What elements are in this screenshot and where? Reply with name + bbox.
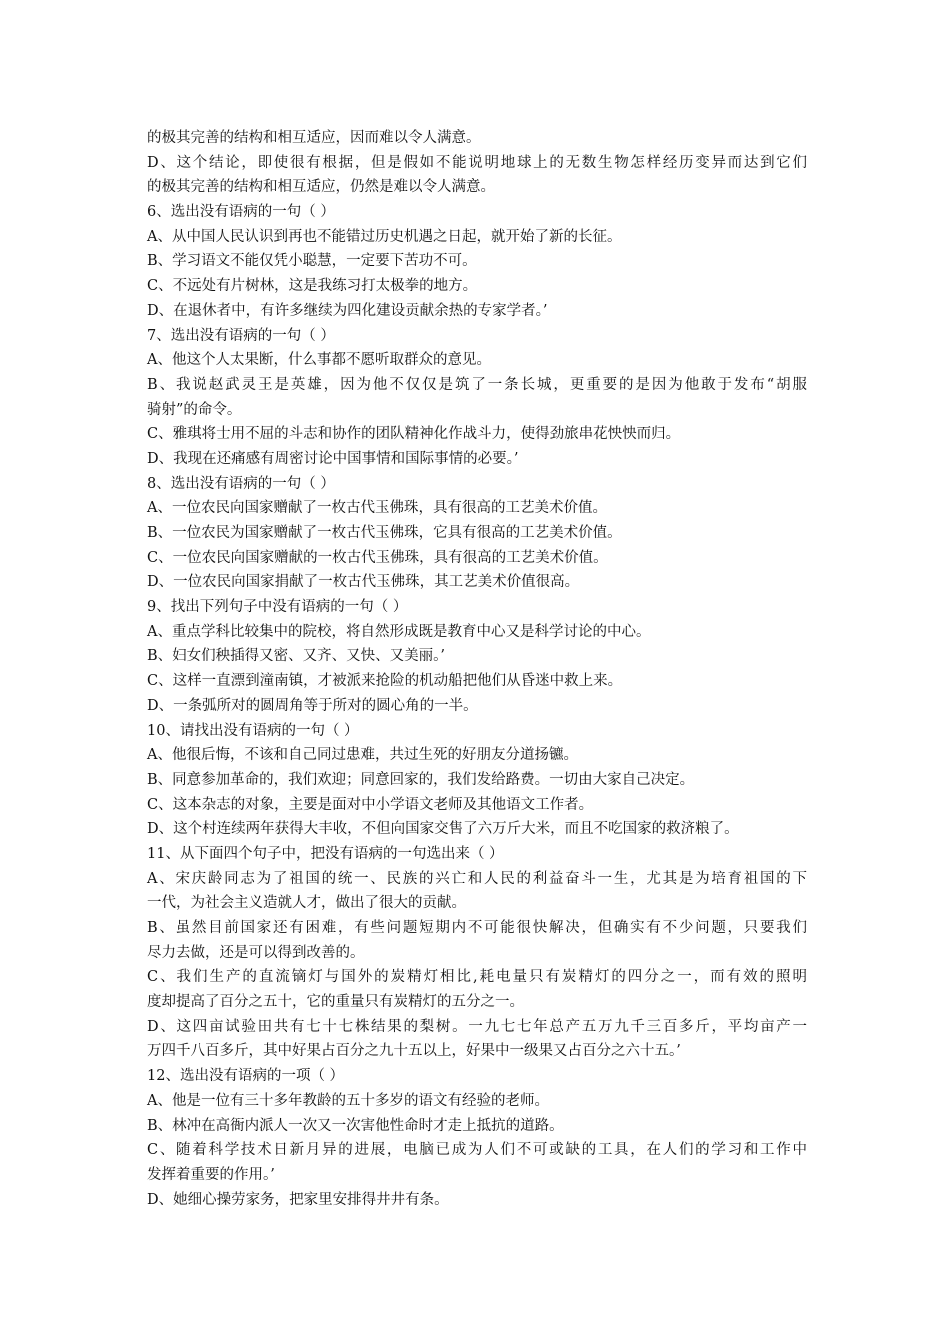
answer-option: D、我现在还痛感有周密讨论中国事情和国际事情的必要。’ <box>147 450 519 467</box>
answer-option: A、从中国人民认识到再也不能错过历史机遇之日起，就开始了新的长征。 <box>147 228 622 245</box>
text-line: 度却提高了百分之五十，它的重量只有炭精灯的五分之一。 <box>147 994 524 1011</box>
answer-option: B、学习语文不能仅凭小聪慧，一定要下苦功不可。 <box>147 253 477 270</box>
answer-option: B、我说赵武灵王是英雄，因为他不仅仅是筑了一条长城，更重要的是因为他敢于发布“胡服 <box>147 376 807 393</box>
answer-option: A、他很后悔，不该和自己同过患难，共过生死的好朋友分道扬镳。 <box>147 747 578 764</box>
answer-option: A、宋庆龄同志为了祖国的统一、民族的兴亡和人民的利益奋斗一生，尤其是为培育祖国的下 <box>147 870 807 887</box>
answer-option: D、一位农民向国家捐献了一枚古代玉佛珠，其工艺美术价值很高。 <box>147 574 580 591</box>
text-line: 的极其完善的结构和相互适应，仍然是难以令人满意。 <box>147 179 495 196</box>
answer-option: B、虽然目前国家还有困难，有些问题短期内不可能很快解决，但确实有不少问题，只要我们 <box>147 920 807 936</box>
question-heading: 9、找出下列句子中没有语病的一句（ ） <box>147 599 408 616</box>
question-heading: 8、选出没有语病的一句（ ） <box>147 475 335 492</box>
answer-option: C、雅琪将士用不屈的斗志和协作的团队精神化作战斗力，使得劲旅串花怏怏而归。 <box>147 426 681 443</box>
text-line: 尽力去做，还是可以得到改善的。 <box>147 944 365 961</box>
question-heading: 12、选出没有语病的一项（ ） <box>147 1068 345 1085</box>
question-heading: 10、请找出没有语病的一句（ ） <box>147 722 359 739</box>
document-page <box>147 126 807 1212</box>
answer-option: C、我们生产的直流镝灯与国外的炭精灯相比,耗电量只有炭精灯的四分之一，而有效的照明 <box>147 969 807 986</box>
answer-option: D、这个村连续两年获得大丰收，不但向国家交售了六万斤大米，而且不吃国家的救济粮了。 <box>147 821 739 838</box>
text-line: D、这个结论，即使很有根据，但是假如不能说明地球上的无数生物怎样经历变异而达到它们 <box>147 154 807 171</box>
answer-option: A、一位农民向国家赠献了一枚古代玉佛珠，具有很高的工艺美术价值。 <box>147 500 607 517</box>
answer-option: C、一位农民向国家赠献的一枚古代玉佛珠，具有很高的工艺美术价值。 <box>147 549 608 566</box>
answer-option: B、一位农民为国家赠献了一枚古代玉佛珠，它具有很高的工艺美术价值。 <box>147 525 622 541</box>
question-heading: 7、选出没有语病的一句（ ） <box>147 327 335 344</box>
answer-option: C、不远处有片树林，这是我练习打太极拳的地方。 <box>147 278 478 295</box>
answer-option: C、这样一直漂到潼南镇，才被派来抢险的机动船把他们从昏迷中救上来。 <box>147 673 623 690</box>
answer-option: B、同意参加革命的，我们欢迎；同意回家的，我们发给路费。一切由大家自己决定。 <box>147 771 695 788</box>
text-line: 的极其完善的结构和相互适应，因而难以令人满意。 <box>147 130 481 146</box>
text-line: 骑射”的命令。 <box>147 401 242 418</box>
answer-option: C、随着科学技术日新月异的进展，电脑已成为人们不可或缺的工具，在人们的学习和工作中 <box>147 1142 807 1159</box>
answer-option: D、在退休者中，有许多继续为四化建设贡献余热的专家学者。’ <box>147 302 548 319</box>
answer-option: B、林冲在高衙内派人一次又一次害他性命时才走上抵抗的道路。 <box>147 1117 564 1134</box>
text-line: 万四千八百多斤，其中好果占百分之九十五以上，好果中一级果又占百分之六十五。’ <box>147 1043 681 1060</box>
text-line: 发挥着重要的作用。’ <box>147 1166 275 1183</box>
answer-option: D、一条弧所对的圆周角等于所对的圆心角的一半。 <box>147 697 478 714</box>
question-heading: 11、从下面四个句子中，把没有语病的一句选出来（ ） <box>147 845 504 862</box>
answer-option: A、他是一位有三十多年教龄的五十多岁的语文有经验的老师。 <box>147 1092 549 1109</box>
answer-option: C、这本杂志的对象，主要是面对中小学语文老师及其他语文工作者。 <box>147 796 594 813</box>
answer-option: A、重点学科比较集中的院校，将自然形成既是教育中心又是科学讨论的中心。 <box>147 623 651 640</box>
text-line: 一代，为社会主义造就人才，做出了很大的贡献。 <box>147 895 466 912</box>
question-heading: 6、选出没有语病的一句（ ） <box>147 204 335 221</box>
answer-option: A、他这个人太果断，什么事都不愿听取群众的意见。 <box>147 352 491 369</box>
answer-option: B、妇女们秧插得又密、又齐、又快、又美丽。’ <box>147 648 446 665</box>
answer-option: D、这四亩试验田共有七十七株结果的梨树。一九七七年总产五万九千三百多斤，平均亩产一 <box>147 1018 807 1035</box>
answer-option: D、她细心操劳家务，把家里安排得井井有条。 <box>147 1191 449 1208</box>
